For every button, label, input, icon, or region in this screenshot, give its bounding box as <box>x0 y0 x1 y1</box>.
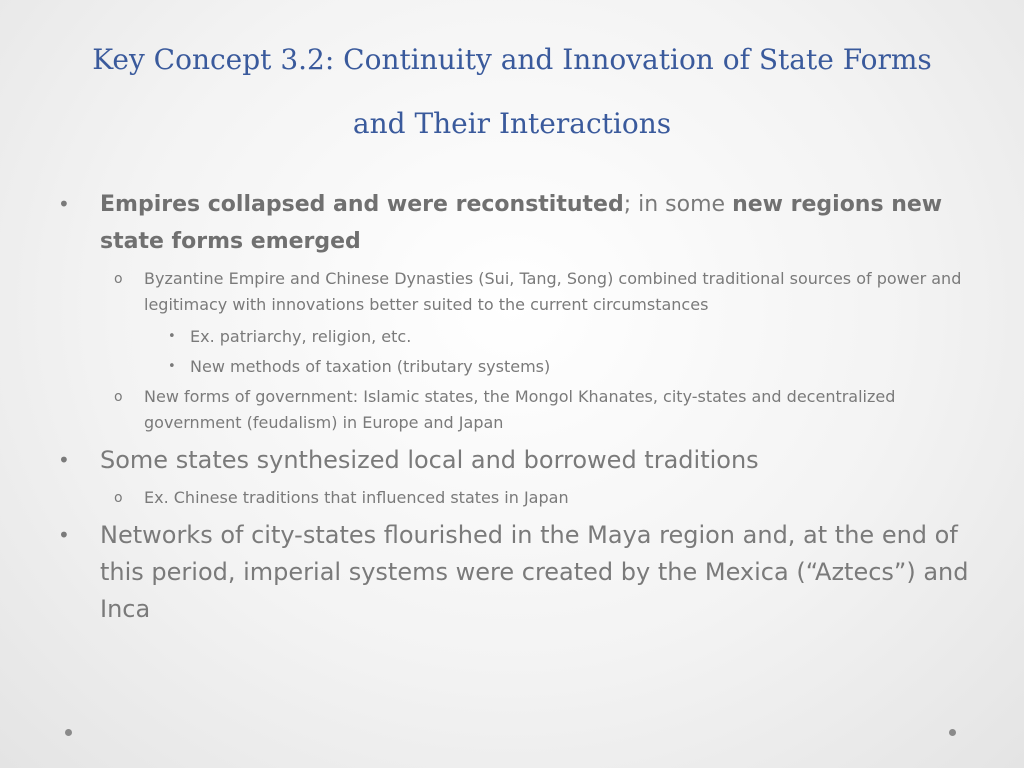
subsub-list <box>144 324 978 380</box>
title-line-1: Key Concept 3.2: Continuity and Innovation of State Forms <box>92 43 932 76</box>
bullet-bold-1: Empires collapsed and were reconstituted <box>100 192 624 217</box>
sub-bullet-circle-icon: o <box>114 490 123 506</box>
bullet-text: Some states synthesized local and borrowed traditions <box>100 446 759 474</box>
sub-bullet-text: Ex. Chinese traditions that influenced states in Japan <box>144 488 569 507</box>
bullet-synthesized <box>58 442 978 511</box>
bullet-dot-icon: • <box>58 192 70 216</box>
bullet-bold-2: new regions new state forms emerged <box>100 192 943 254</box>
corner-dot-right-icon <box>949 729 956 736</box>
sub-bullet-text: Byzantine Empire and Chinese Dynasties (Sui, Tang, Song) combined traditional sources of power and legitimacy with innovations better suited to the current circumstances <box>144 269 962 314</box>
sub-bullet-byzantine <box>100 266 978 380</box>
corner-dot-left-icon <box>65 729 72 736</box>
subsub-bullet-text: Ex. patriarchy, religion, etc. <box>190 327 412 346</box>
bullet-text-1: ; in some <box>623 192 733 217</box>
subsub-bullet-dot-icon: • <box>168 359 176 374</box>
bullet-empires <box>58 186 978 436</box>
sub-bullet-text: New forms of government: Islamic states, the Mongol Khanates, city-states and decentralized government (feudalism) in Europe and Japan <box>144 387 896 432</box>
slide-title <box>40 38 984 166</box>
sub-list <box>100 485 978 511</box>
bullet-dot-icon: • <box>58 523 70 547</box>
bullet-text: Networks of city-states flourished in the Maya region and, at the end of this period, imperial systems were created by the Mexica (“Aztecs”) and Inca <box>100 521 969 623</box>
subsub-bullet-text: New methods of taxation (tributary systems) <box>190 357 551 376</box>
sub-list <box>100 266 978 436</box>
bullet-networks <box>58 517 978 628</box>
sub-bullet-chinese-traditions <box>100 485 978 511</box>
bullet-dot-icon: • <box>58 448 70 472</box>
sub-bullet-new-forms <box>100 384 978 436</box>
title-line-2: and Their Interactions <box>352 107 672 140</box>
subsub-bullet-patriarchy <box>144 324 978 350</box>
subsub-bullet-taxation <box>144 354 978 380</box>
sub-bullet-circle-icon: o <box>114 271 123 287</box>
slide-body <box>58 186 978 632</box>
subsub-bullet-dot-icon: • <box>168 329 176 344</box>
sub-bullet-circle-icon: o <box>114 389 123 405</box>
